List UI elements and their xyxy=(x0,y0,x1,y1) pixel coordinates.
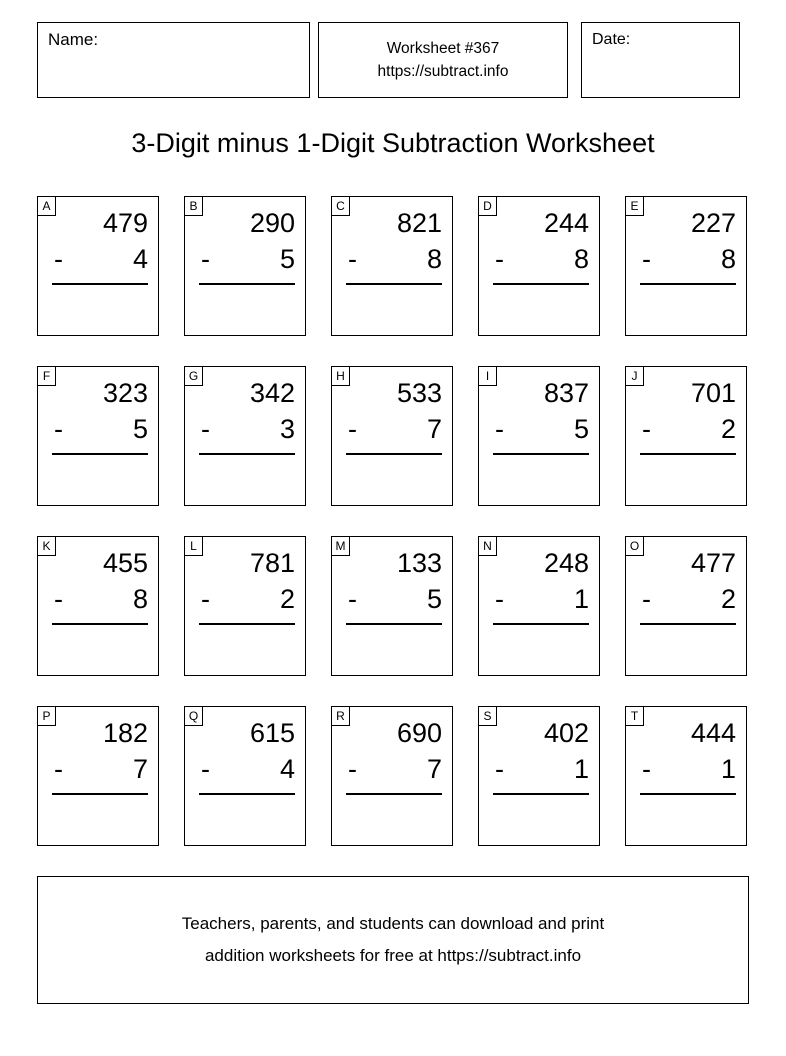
problem-expression xyxy=(626,715,736,787)
problem-cell[interactable] xyxy=(331,196,453,336)
answer-rule xyxy=(199,623,295,625)
problem-cell[interactable] xyxy=(184,536,306,676)
problem-expression xyxy=(332,205,442,277)
subtrahend: 2 xyxy=(720,414,736,444)
minuend: 477 xyxy=(690,548,736,578)
problem-tag: F xyxy=(37,366,56,386)
answer-rule xyxy=(199,283,295,285)
answer-rule xyxy=(640,453,736,455)
footer-line-1: Teachers, parents, and students can download and print xyxy=(181,913,605,933)
problem-grid xyxy=(37,196,749,876)
worksheet-number: Worksheet #367 xyxy=(386,39,500,57)
problem-tag: Q xyxy=(184,706,203,726)
operator: - xyxy=(495,414,504,444)
answer-rule xyxy=(640,283,736,285)
minuend: 837 xyxy=(543,378,589,408)
problem-cell[interactable] xyxy=(37,196,159,336)
minuend: 615 xyxy=(249,718,295,748)
problem-cell[interactable] xyxy=(184,196,306,336)
problem-tag: K xyxy=(37,536,56,556)
minuend: 133 xyxy=(396,548,442,578)
problem-tag: C xyxy=(331,196,350,216)
answer-rule xyxy=(52,623,148,625)
operator: - xyxy=(201,414,210,444)
problem-cell[interactable] xyxy=(478,366,600,506)
subtrahend: 7 xyxy=(426,414,442,444)
minuend: 323 xyxy=(102,378,148,408)
problem-tag: M xyxy=(331,536,350,556)
problem-cell[interactable] xyxy=(625,366,747,506)
problem-tag: B xyxy=(184,196,203,216)
operator: - xyxy=(54,584,63,614)
problem-tag: L xyxy=(184,536,203,556)
name-field-box[interactable] xyxy=(37,22,310,98)
subtrahend: 5 xyxy=(279,244,295,274)
operator: - xyxy=(642,754,651,784)
operator: - xyxy=(348,754,357,784)
problem-cell[interactable] xyxy=(478,706,600,846)
problem-expression xyxy=(626,205,736,277)
subtrahend: 1 xyxy=(720,754,736,784)
problem-expression xyxy=(185,375,295,447)
problem-cell[interactable] xyxy=(331,706,453,846)
subtrahend: 8 xyxy=(720,244,736,274)
minuend: 455 xyxy=(102,548,148,578)
answer-rule xyxy=(199,793,295,795)
operator: - xyxy=(348,584,357,614)
minuend: 342 xyxy=(249,378,295,408)
answer-rule xyxy=(493,623,589,625)
minuend: 781 xyxy=(249,548,295,578)
minuend: 227 xyxy=(690,208,736,238)
minuend: 402 xyxy=(543,718,589,748)
answer-rule xyxy=(493,793,589,795)
minuend: 479 xyxy=(102,208,148,238)
problem-cell[interactable] xyxy=(37,366,159,506)
minuend: 690 xyxy=(396,718,442,748)
operator: - xyxy=(201,584,210,614)
minuend: 821 xyxy=(396,208,442,238)
problem-expression xyxy=(479,375,589,447)
problem-expression xyxy=(332,375,442,447)
problem-expression xyxy=(38,715,148,787)
minuend: 248 xyxy=(543,548,589,578)
problem-expression xyxy=(185,715,295,787)
subtrahend: 8 xyxy=(426,244,442,274)
answer-rule xyxy=(346,283,442,285)
problem-expression xyxy=(479,205,589,277)
subtrahend: 7 xyxy=(426,754,442,784)
problem-tag: G xyxy=(184,366,203,386)
problem-tag: D xyxy=(478,196,497,216)
problem-tag: N xyxy=(478,536,497,556)
minuend: 182 xyxy=(102,718,148,748)
problem-expression xyxy=(38,205,148,277)
subtrahend: 5 xyxy=(132,414,148,444)
worksheet-header xyxy=(37,22,749,98)
problem-cell[interactable] xyxy=(37,536,159,676)
answer-rule xyxy=(52,453,148,455)
problem-tag: T xyxy=(625,706,644,726)
operator: - xyxy=(642,244,651,274)
minuend: 701 xyxy=(690,378,736,408)
answer-rule xyxy=(493,453,589,455)
minuend: 290 xyxy=(249,208,295,238)
operator: - xyxy=(642,414,651,444)
answer-rule xyxy=(640,793,736,795)
problem-cell[interactable] xyxy=(37,706,159,846)
subtrahend: 5 xyxy=(573,414,589,444)
subtrahend: 5 xyxy=(426,584,442,614)
problem-cell[interactable] xyxy=(331,366,453,506)
operator: - xyxy=(495,754,504,784)
operator: - xyxy=(54,414,63,444)
problem-cell[interactable] xyxy=(184,706,306,846)
problem-cell[interactable] xyxy=(331,536,453,676)
subtrahend: 8 xyxy=(573,244,589,274)
problem-expression xyxy=(185,205,295,277)
answer-rule xyxy=(52,793,148,795)
worksheet-url: https://subtract.info xyxy=(377,63,509,80)
problem-tag: J xyxy=(625,366,644,386)
subtrahend: 7 xyxy=(132,754,148,784)
operator: - xyxy=(348,414,357,444)
subtrahend: 2 xyxy=(720,584,736,614)
problem-tag: E xyxy=(625,196,644,216)
answer-rule xyxy=(640,623,736,625)
answer-rule xyxy=(346,623,442,625)
minuend: 444 xyxy=(690,718,736,748)
operator: - xyxy=(642,584,651,614)
answer-rule xyxy=(52,283,148,285)
problem-tag: I xyxy=(478,366,497,386)
subtrahend: 1 xyxy=(573,584,589,614)
problem-tag: P xyxy=(37,706,56,726)
problem-expression xyxy=(626,545,736,617)
problem-expression xyxy=(332,715,442,787)
worksheet-info-box xyxy=(318,22,568,98)
operator: - xyxy=(495,584,504,614)
operator: - xyxy=(201,244,210,274)
problem-expression xyxy=(332,545,442,617)
problem-cell[interactable] xyxy=(478,536,600,676)
answer-rule xyxy=(346,453,442,455)
answer-rule xyxy=(346,793,442,795)
footer-line-2: addition worksheets for free at https://subtract.info xyxy=(204,946,582,965)
problem-cell[interactable] xyxy=(625,706,747,846)
page-title: 3-Digit minus 1-Digit Subtraction Worksheet xyxy=(131,128,655,158)
footer-note xyxy=(37,876,749,1004)
problem-cell[interactable] xyxy=(184,366,306,506)
subtrahend: 4 xyxy=(132,244,148,274)
problem-tag: H xyxy=(331,366,350,386)
problem-tag: A xyxy=(37,196,56,216)
operator: - xyxy=(495,244,504,274)
subtrahend: 2 xyxy=(279,584,295,614)
minuend: 533 xyxy=(396,378,442,408)
subtrahend: 3 xyxy=(279,414,295,444)
minuend: 244 xyxy=(543,208,589,238)
problem-tag: O xyxy=(625,536,644,556)
problem-cell[interactable] xyxy=(625,536,747,676)
subtrahend: 4 xyxy=(279,754,295,784)
problem-expression xyxy=(185,545,295,617)
problem-expression xyxy=(479,545,589,617)
subtrahend: 8 xyxy=(132,584,148,614)
problem-expression xyxy=(479,715,589,787)
problem-expression xyxy=(626,375,736,447)
problem-expression xyxy=(38,545,148,617)
problem-cell[interactable] xyxy=(625,196,747,336)
problem-tag: S xyxy=(478,706,497,726)
problem-expression xyxy=(38,375,148,447)
operator: - xyxy=(201,754,210,784)
name-label: Name: xyxy=(48,30,99,49)
answer-rule xyxy=(493,283,589,285)
subtrahend: 1 xyxy=(573,754,589,784)
operator: - xyxy=(54,244,63,274)
problem-cell[interactable] xyxy=(478,196,600,336)
operator: - xyxy=(348,244,357,274)
problem-tag: R xyxy=(331,706,350,726)
date-label: Date: xyxy=(592,31,631,48)
date-field-box[interactable] xyxy=(581,22,740,98)
operator: - xyxy=(54,754,63,784)
answer-rule xyxy=(199,453,295,455)
